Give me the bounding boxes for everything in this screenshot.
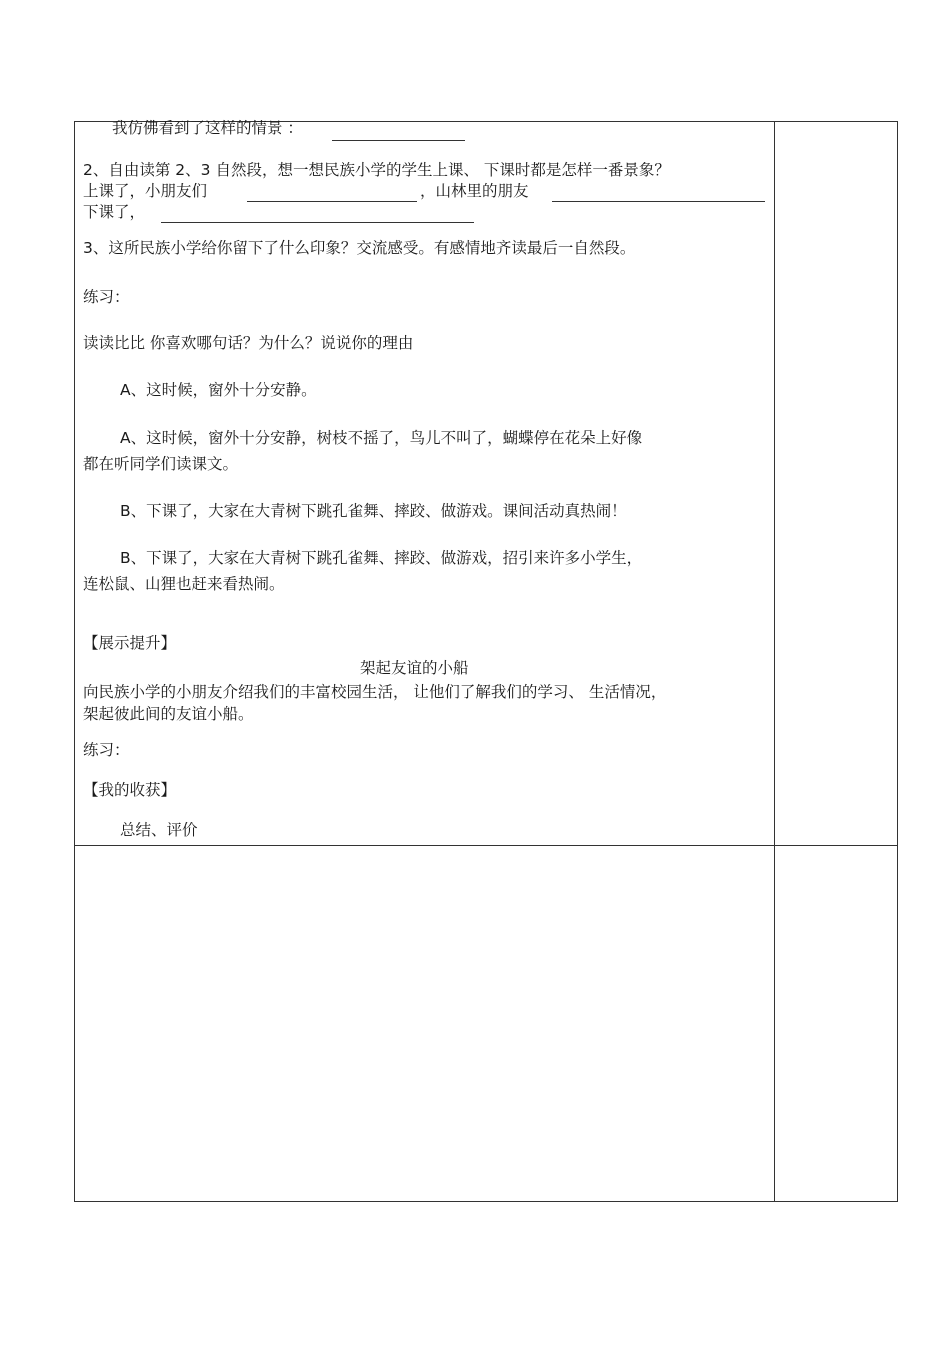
sentence-b2-cont: 连松鼠、山狸也赶来看热闹。 [83, 575, 285, 593]
answer-blank-after-class[interactable] [161, 222, 474, 223]
answer-blank-scene[interactable] [332, 140, 465, 141]
sentence-a2-cont: 都在听同学们读课文。 [83, 455, 239, 473]
activity-description-cont: 架起彼此间的友谊小船。 [83, 705, 254, 723]
sentence-a2: A、这时候，窗外十分安静，树枝不摇了，鸟儿不叫了，蝴蝶停在花朵上好像 [120, 429, 643, 447]
row-divider [75, 845, 897, 846]
answer-blank-forest[interactable] [552, 201, 765, 202]
exercise-heading: 练习： [83, 288, 130, 306]
question-2: 2、自由读第 2、3 自然段，想一想民族小学的学生上课、 下课时都是怎样一番景象？ [83, 161, 670, 179]
column-divider [774, 122, 775, 1201]
section-showcase: 【展示提升】 [83, 634, 177, 652]
answer-blank-class[interactable] [247, 201, 417, 202]
in-class-prompt: 上课了，小朋友们 [83, 182, 208, 200]
sentence-b2: B、下课了，大家在大青树下跳孔雀舞、摔跤、做游戏，招引来许多小学生， [120, 549, 643, 567]
imagine-scene-prompt: 我仿佛看到了这样的情景 ： [112, 119, 303, 137]
sentence-b1: B、下课了，大家在大青树下跳孔雀舞、摔跤、做游戏。课间活动真热闹！ [120, 502, 627, 520]
lesson-table [74, 121, 898, 1202]
after-class-prompt: 下课了， [83, 203, 146, 221]
sentence-a1: A、这时候，窗外十分安静。 [120, 381, 317, 399]
summary-evaluation: 总结、评价 [120, 821, 198, 839]
compare-prompt: 读读比比 你喜欢哪句话？为什么？说说你的理由 [83, 334, 414, 352]
activity-description: 向民族小学的小朋友介绍我们的丰富校园生活， 让他们了解我们的学习、 生活情况， [83, 683, 667, 701]
exercise-heading-2: 练习： [83, 741, 130, 759]
forest-friends-prompt: ，山林里的朋友 [420, 182, 529, 200]
activity-title: 架起友谊的小船 [360, 659, 469, 677]
section-harvest: 【我的收获】 [83, 781, 177, 799]
question-3: 3、这所民族小学给你留下了什么印象？交流感受。有感情地齐读最后一自然段。 [83, 239, 636, 257]
